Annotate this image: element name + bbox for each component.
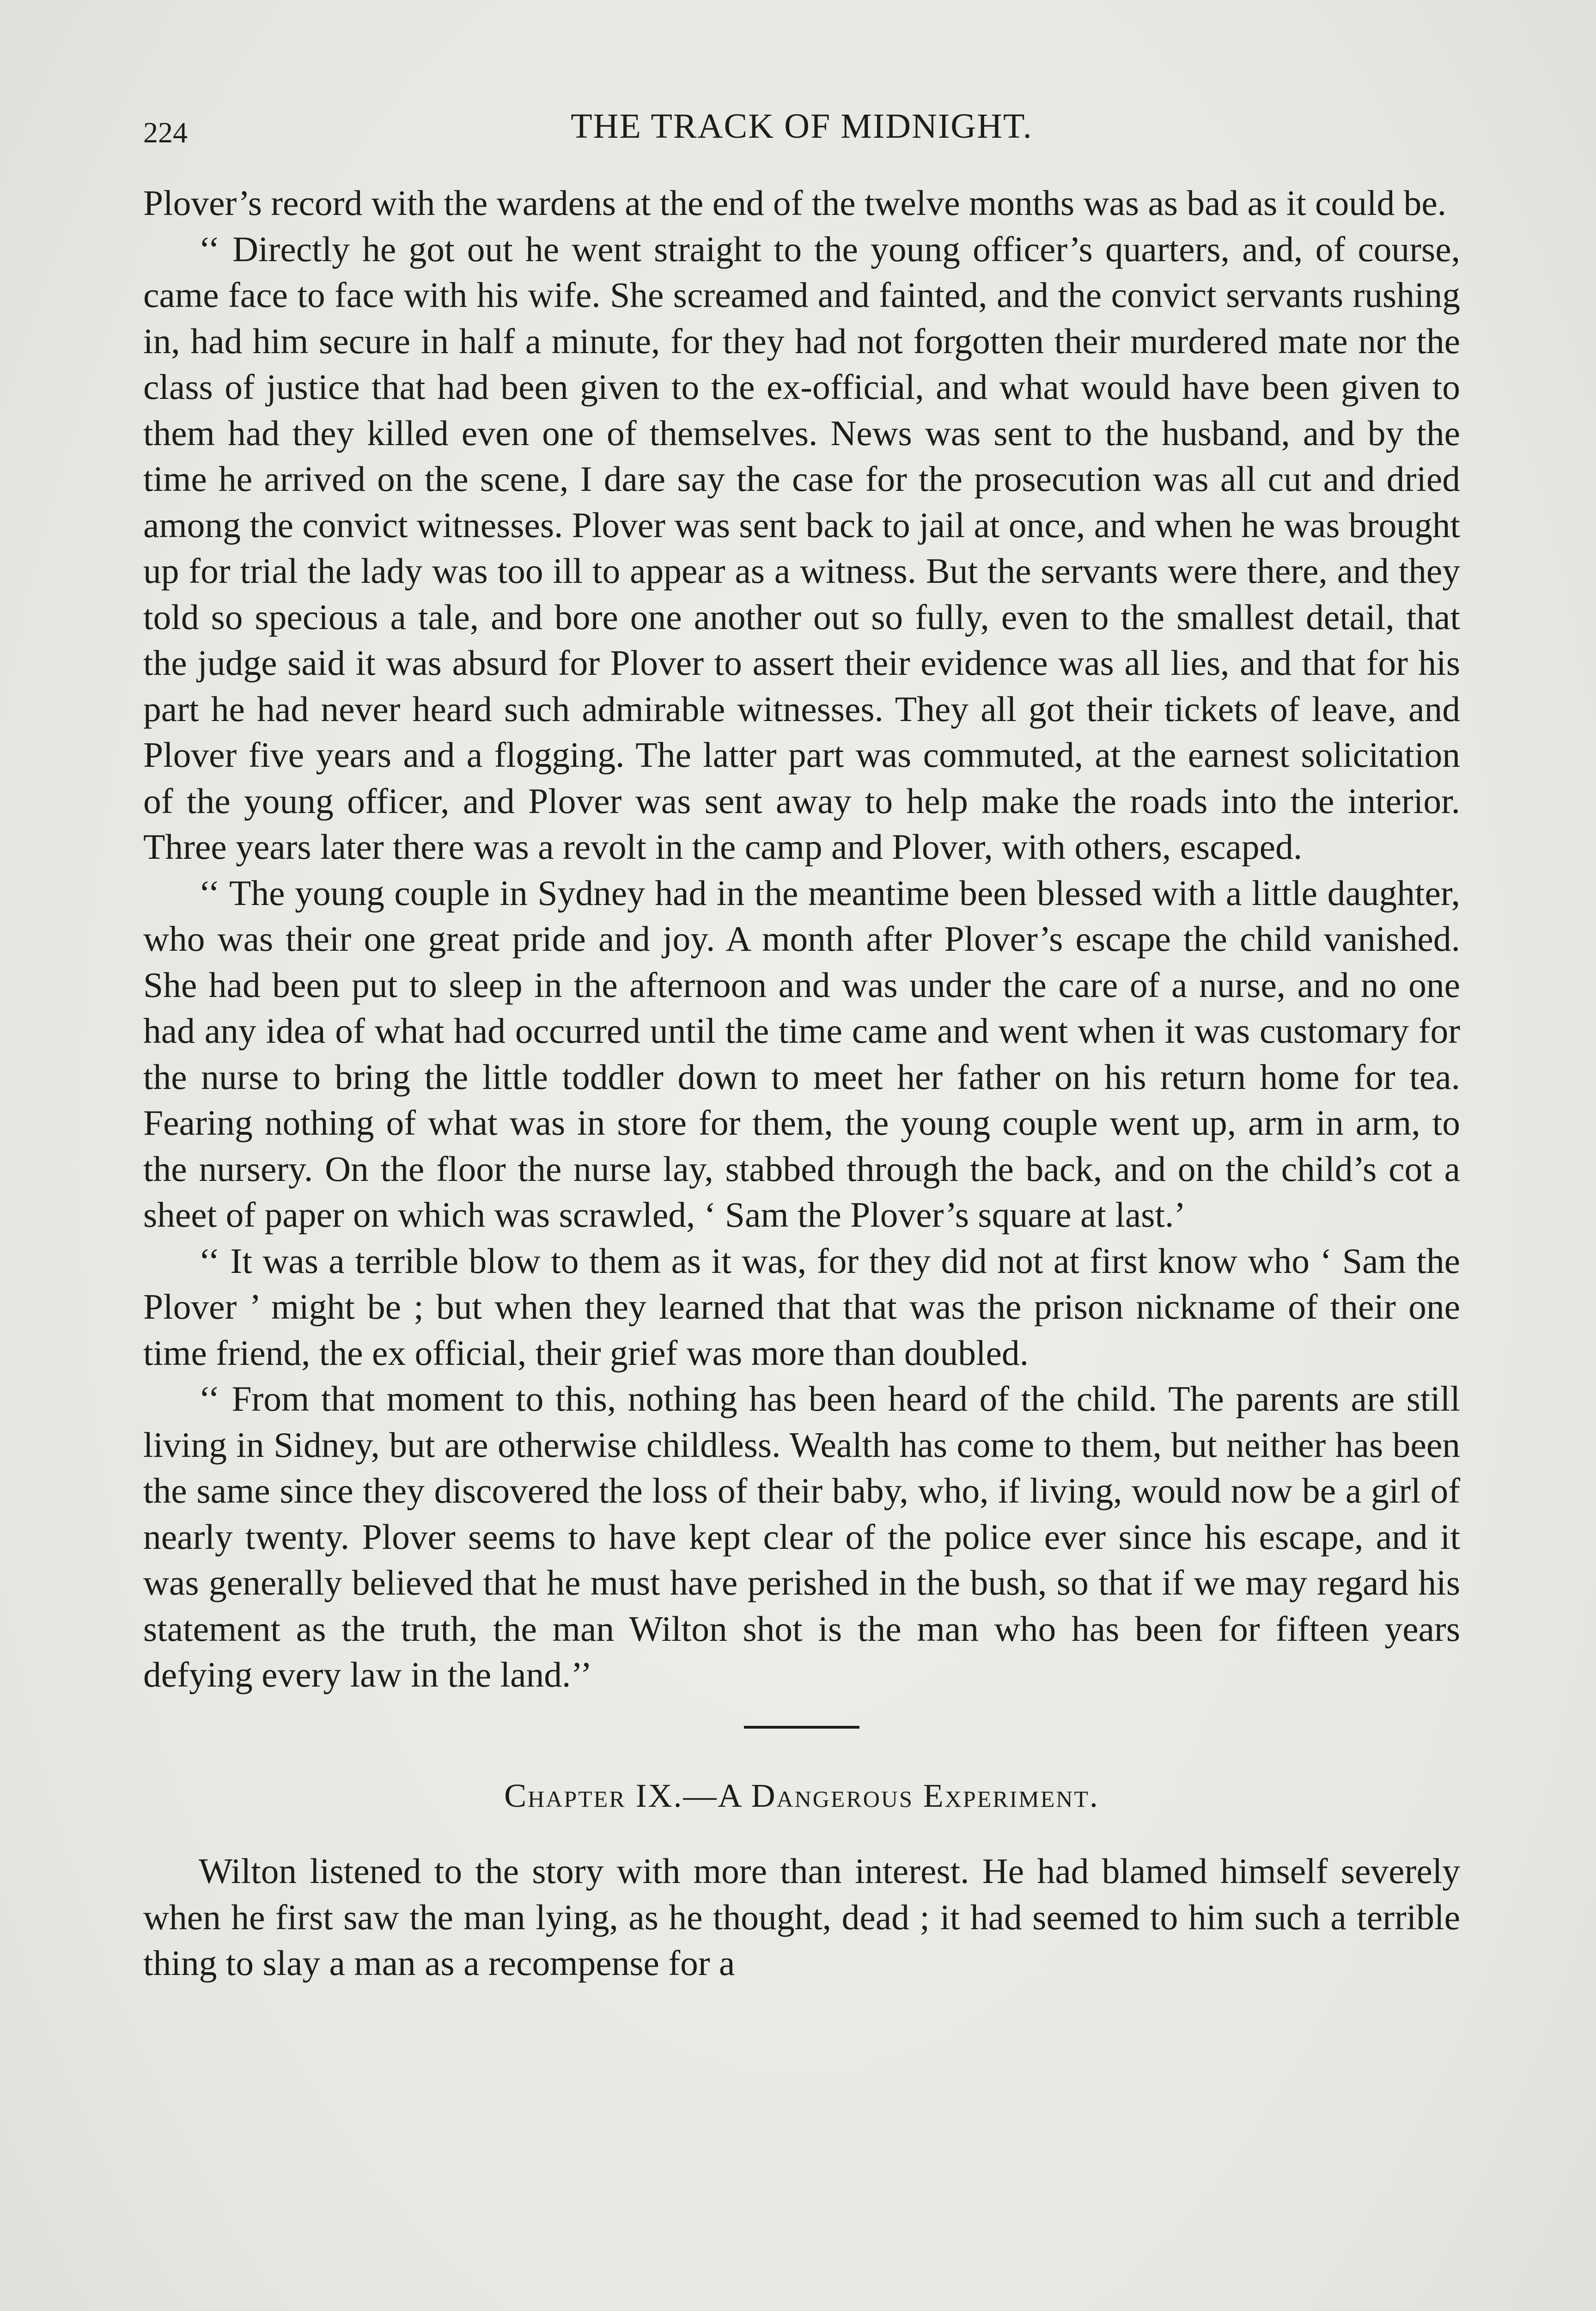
book-title: THE TRACK OF MIDNIGHT. — [571, 107, 1033, 146]
paragraph: ‘‘ From that moment to this, nothing has been heard of the child. The parents are still living in Sidney, but are otherwise childless. Wealth has come to them, but neither has been the same since they discovered the loss of their baby, who, if living, would now be a girl of nearly twenty. Plover seems to have kept clear of the police ever since his escape, and it was generally believed that he must have perished in the bush, so that if we may regard his statement as the truth, the man Wilton shot is the man who has been for fifteen years defying every law in the land.’’ — [143, 1379, 1460, 1694]
paragraph: ‘‘ It was a terrible blow to them as it was, for they did not at first know who ‘ Sam the Plover ’ might be ; but when they learned that that was the prison nickname of their one time friend, the ex official, their grief was more than doubled. — [143, 1241, 1460, 1373]
running-head — [143, 106, 1460, 157]
paragraph: Wilton listened to the story with more than interest. He had blamed himself severely when he first saw the man lying, as he thought, dead ; it had seemed to him such a terrible thing to slay a man as a recompense for a — [143, 1851, 1460, 1983]
body-text — [143, 180, 1460, 1987]
page-number: 224 — [143, 116, 188, 149]
paragraph: ‘‘ Directly he got out he went straight to the young officer’s quarters, and, of course, came face to face with his wife. She screamed and fainted, and the convict servants rushing in, had him secure in half a minute, for they had not forgotten their murdered mate nor the class of justice that had been given to the ex-official, and what would have been given to them had they killed even one of themselves. News was sent to the husband, and by the time he arrived on the scene, I dare say the case for the prosecution was all cut and dried among the convict witnesses. Plover was sent back to jail at once, and when he was brought up for trial the lady was too ill to appear as a witness. But the servants were there, and they told so specious a tale, and bore one another out so fully, even to the smallest detail, that the judge said it was absurd for Plover to assert their evidence was all lies, and that for his part he had never heard such admirable witnesses. They all got their tickets of leave, and Plover five years and a flogging. The latter part was commuted, at the earnest solicitation of the young officer, and Plover was sent away to help make the roads into the interior. Three years later there was a revolt in the camp and Plover, with others, escaped. — [143, 229, 1460, 867]
paragraph: Plover’s record with the wardens at the end of the twelve months was as bad as it could be. — [143, 183, 1447, 223]
chapter-heading: Chapter IX.—A Dangerous Experiment. — [504, 1777, 1099, 1814]
paragraph: ‘‘ The young couple in Sydney had in the meantime been blessed with a little daughter, who was their one great pride and joy. A month after Plover’s escape the child vanished. She had been put to sleep in the afternoon and was under the care of a nurse, and no one had any idea of what had occurred until the time came and went when it was customary for the nurse to bring the little toddler down to meet her father on his return home for tea. Fearing nothing of what was in store for them, the young couple went up, arm in arm, to the nursery. On the floor the nurse lay, stabbed through the back, and on the child’s cot a sheet of paper on which was scrawled, ‘ Sam the Plover’s square at last.’ — [143, 873, 1460, 1235]
section-divider — [744, 1726, 859, 1729]
